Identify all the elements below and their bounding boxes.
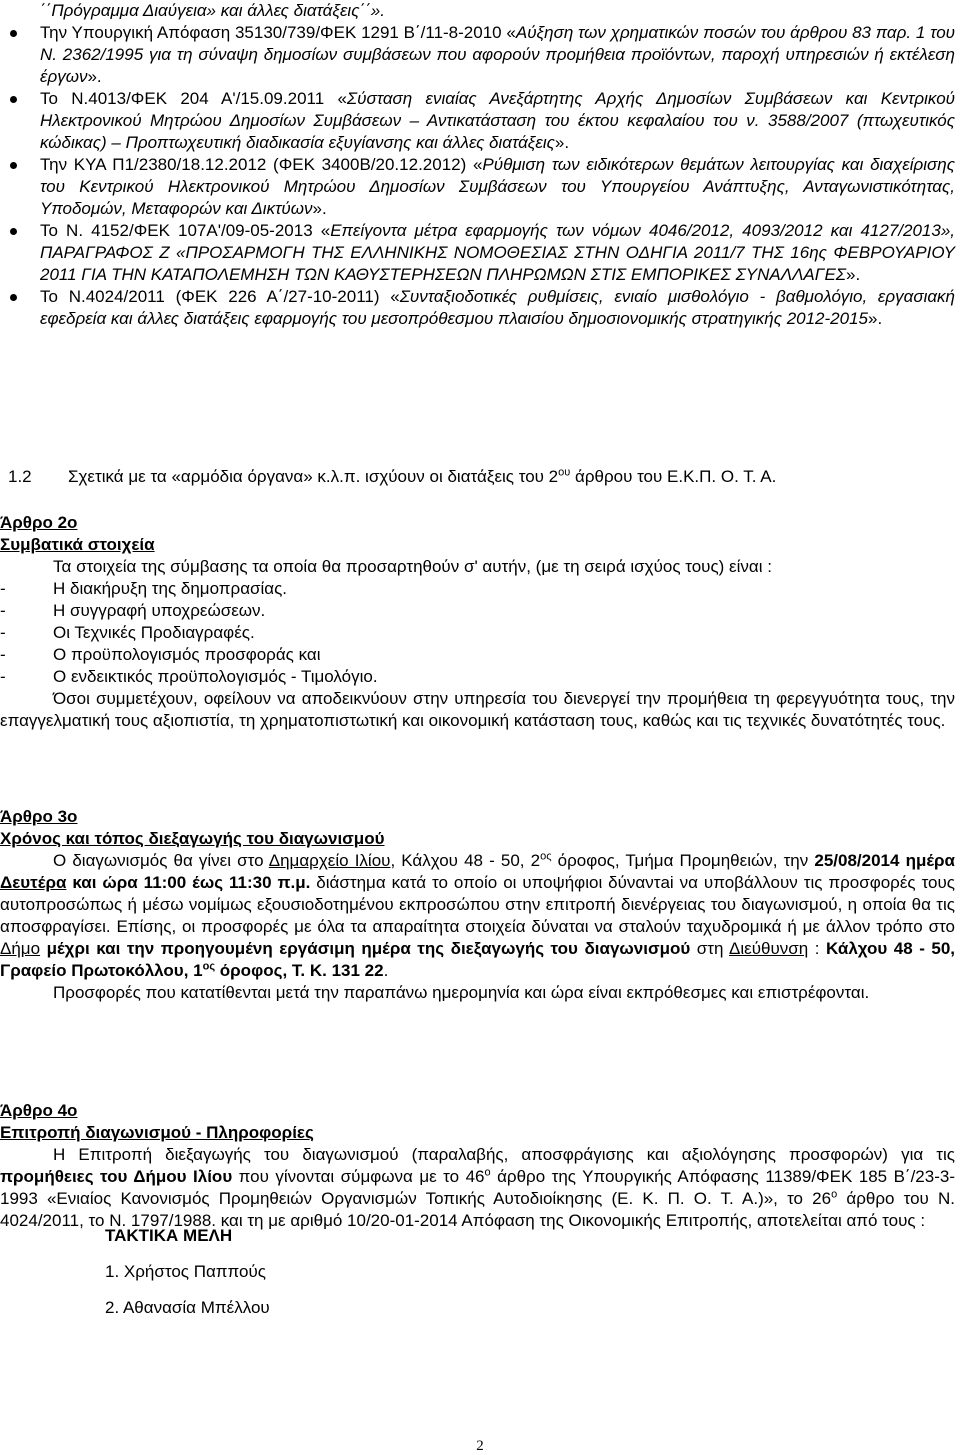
- article-subheading: Συμβατικά στοιχεία: [0, 535, 155, 554]
- article-paragraph: Προσφορές που κατατίθενται μετά την παραπάνω ημερομηνία και ώρα είναι εκπρόθεσμες και επιστρέφονται.: [53, 983, 870, 1002]
- article-paragraph: Όσοι συμμετέχουν, οφείλουν να αποδεικνύουν στην υπηρεσία του διενεργεί την προμήθεια τη φερεγγυότητα τους, την επαγγελματική τους αξιοπιστία, τη χρηματοπιστωτική και οικονομική κατάσταση τους, καθώς και τις τεχνικές δυνατότητές τους.: [0, 689, 955, 730]
- committee-members: [105, 1225, 705, 1333]
- article-2: [0, 512, 955, 732]
- section-number: 1.2: [8, 467, 32, 486]
- members-title: ΤΑΚΤΙΚΑ ΜΕΛΗ: [105, 1226, 233, 1245]
- article-subheading: Επιτροπή διαγωνισμού - Πληροφορίες: [0, 1123, 314, 1142]
- list-item: Την ΚΥΑ Π1/2380/18.12.2012 (ΦΕΚ 3400Β/20.12.2012) «Ρύθμιση των ειδικότερων θεμάτων λειτουργίας και διαχείρισης του Κεντρικού Ηλεκτρονικού Μητρώου Δημοσίων Συμβάσεων του Υπουργείου Ανάπτυξης, Ανταγωνιστικότητας, Υποδομών, Μεταφορών και Δικτύων».: [0, 154, 960, 220]
- page-number: 2: [476, 1438, 484, 1454]
- list-item: - Οι Τεχνικές Προδιαγραφές.: [0, 622, 955, 644]
- list-item: Την Υπουργική Απόφαση 35130/739/ΦΕΚ 1291 Β΄/11-8-2010 «Αύξηση των χρηματικών ποσών του άρθρου 83 παρ. 1 του Ν. 2362/1995 για τη σύναψη δημοσίων συμβάσεων που αφορούν προμήθεια προϊόντων, παροχή υπηρεσιών ή εκτέλεση έργων».: [0, 22, 960, 88]
- article-4: [0, 1100, 955, 1232]
- article-paragraph: Ο διαγωνισμός θα γίνει στο Δημαρχείο Ιλίου, Κάλχου 48 - 50, $2^{o\varsigma}$ όροφος, Τμήμα Προμηθειών, την 25/08/2014 ημέρα Δευτέρα και ώρα 11:00 έως 11:30 π.μ. διάστημα κατά το οποίο οι υποψήφιοι δύναντai να υποβάλλουν τις προσφορές τους αυτοπροσώπως ή μέσω νομίμως εξουσιοδοτημένου εκπροσώπου στην επιτροπή διενέργειας του διαγωνισμού, η οποία θα τις αποσφραγίσει. Επίσης, οι προσφορές με όλα τα απαραίτητα στοιχεία δύναται να σταλούν ταχυδρομικά ή με άλλον τρόπο στο Δήμο μέχρι και την προηγουμένη εργάσιμη ημέρα της διεξαγωγής του διαγωνισμού στη Διεύθυνση : Κάλχου 48 - 50, Γραφείο Πρωτοκόλλου, $1^{o\varsigma}$ όροφος, Τ. Κ. 131 22.: [0, 850, 956, 980]
- list-item: - Η συγγραφή υποχρεώσεων.: [0, 600, 955, 622]
- list-item: Το Ν. 4152/ΦΕΚ 107Α'/09-05-2013 «Επείγοντα μέτρα εφαρμογής των νόμων 4046/2012, 4093/2012 και 4127/2013», ΠΑΡΑΓΡΑΦΟΣ Ζ «ΠΡΟΣΑΡΜΟΓΗ ΤΗΣ ΕΛΛΗΝΙΚΗΣ ΝΟΜΟΘΕΣΙΑΣ ΣΤΗΝ ΟΔΗΓΙΑ 2011/7 ΤΗΣ 16ης ΦΕΒΡΟΥΑΡΙΟΥ 2011 ΓΙΑ ΤΗΝ ΚΑΤΑΠΟΛΕΜΗΣΗ ΤΩΝ ΚΑΘΥΣΤΕΡΗΣΕΩΝ ΠΛΗΡΩΜΩΝ ΣΤΙΣ ΕΜΠΟΡΙΚΕΣ ΣΥΝΑΛΛΑΓΕΣ».: [0, 220, 960, 286]
- article-heading: Άρθρο 3ο: [0, 807, 78, 826]
- legal-references-list: [0, 22, 960, 330]
- list-item: Το Ν.4013/ΦΕΚ 204 Α'/15.09.2011 «Σύσταση ενιαίας Ανεξάρτητης Αρχής Δημοσίων Συμβάσεων και Κεντρικού Ηλεκτρονικού Μητρώου Δημοσίων Συμβάσεων – Αντικατάσταση του έκτου κεφαλαίου του ν. 3588/2007 (πτωχευτικός κώδικας) – Προπτωχευτική διαδικασία εξυγίανσης και άλλες διατάξεις».: [0, 88, 960, 154]
- article-heading: Άρθρο 2ο: [0, 513, 78, 532]
- article-heading: Άρθρο 4ο: [0, 1101, 78, 1120]
- list-item: Το Ν.4024/2011 (ΦΕΚ 226 Α΄/27-10-2011) «Συνταξιοδοτικές ρυθμίσεις, ενιαίο μισθολόγιο - βαθμολόγιο, εργασιακή εφεδρεία και άλλες διατάξεις εφαρμογής του μεσοπρόθεσμου πλαισίου δημοσιονομικής στρατηγικής 2012-2015».: [0, 286, 960, 330]
- article-intro: Τα στοιχεία της σύμβασης τα οποία θα προσαρτηθούν σ' αυτήν, (με τη σειρά ισχύος τους) είναι :: [53, 557, 772, 576]
- article-subheading: Χρόνος και τόπος διεξαγωγής του διαγωνισμού: [0, 829, 385, 848]
- member-item: 2. Αθανασία Μπέλλου: [105, 1298, 270, 1317]
- list-item: - Ο ενδεικτικός προϋπολογισμός - Τιμολόγιο.: [0, 666, 955, 688]
- list-item: - Ο προϋπολογισμός προσφοράς και: [0, 644, 955, 666]
- article-3: [0, 806, 955, 1004]
- section-1-2: 1.2 Σχετικά με τα «αρμόδια όργανα» κ.λ.π. ισχύουν οι διατάξεις του $2^{o\upsilon}$ άρθρου του Ε.Κ.Π. Ο. Τ. Α.: [8, 466, 777, 486]
- continuation-line: ΄΄Πρόγραμμα Διαύγεια» και άλλες διατάξεις΄΄».: [40, 1, 385, 20]
- article-paragraph: Η Επιτροπή διεξαγωγής του διαγωνισμού (παραλαβής, αποσφράγισης και αξιολόγησης προσφορών) για τις προμήθειες του Δήμου Ιλίου που γίνονται σύμφωνα με το $46^o$ άρθρο της Υπουργικής Απόφασης 11389/ΦΕΚ 185 Β΄/23-3-1993 «Ενιαίος Κανονισμός Προμηθειών Οργανισμών Τοπικής Αυτοδιοίκησης (Ε. Κ. Π. Ο. Τ. Α.)», το $26^o$ άρθρο του Ν. 4024/2011, το Ν. 1797/1988. και τη με αριθμό 10/20-01-2014 Απόφαση της Οικονομικής Επιτροπής, αποτελείται από τους :: [0, 1145, 955, 1230]
- list-item: - Η διακήρυξη της δημοπρασίας.: [0, 578, 955, 600]
- member-item: 1. Χρήστος Παππούς: [105, 1262, 266, 1281]
